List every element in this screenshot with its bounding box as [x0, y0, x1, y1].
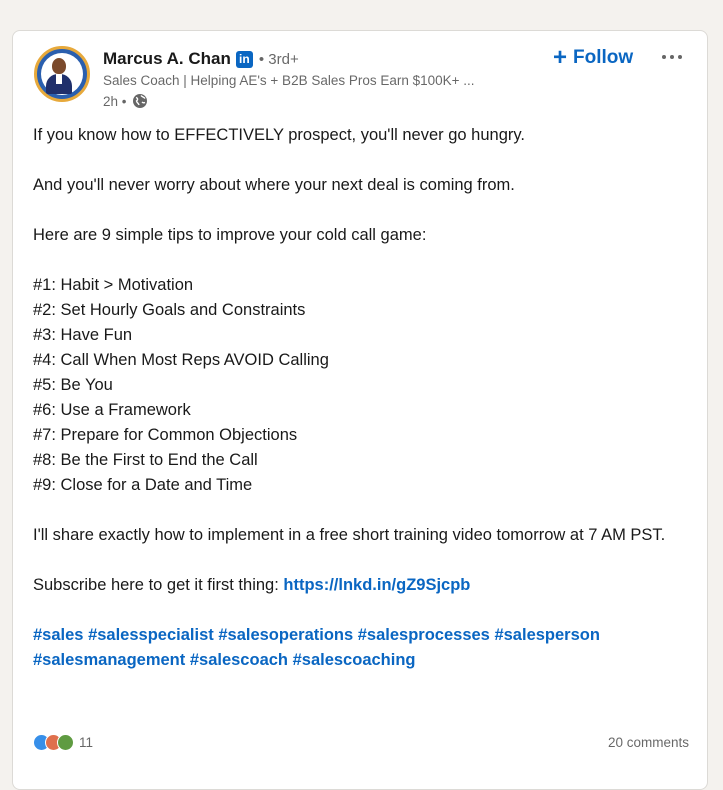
- avatar-shirt: [56, 74, 62, 84]
- social-counts: [33, 731, 689, 753]
- author-avatar[interactable]: [34, 46, 90, 102]
- post-header: [13, 31, 707, 113]
- post-body: [33, 123, 693, 673]
- follow-button[interactable]: [553, 44, 633, 72]
- body-line: Here are 9 simple tips to improve your cold call game:: [33, 226, 427, 244]
- hashtag-link[interactable]: #salesoperations: [218, 626, 354, 644]
- more-options-icon[interactable]: [657, 47, 687, 67]
- subscribe-text: Subscribe here to get it first thing:: [33, 576, 284, 594]
- hashtag-link[interactable]: #salescoaching: [292, 651, 416, 669]
- hashtag-link[interactable]: #salesspecialist: [88, 626, 214, 644]
- subscribe-link[interactable]: https://lnkd.in/gZ9Sjcpb: [283, 576, 471, 594]
- post-time: 2h •: [103, 93, 127, 109]
- globe-icon: [132, 93, 148, 109]
- hashtag-link[interactable]: #salesprocesses: [357, 626, 490, 644]
- subscribe-line: [33, 573, 693, 598]
- tip-item: #7: Prepare for Common Objections: [33, 426, 298, 444]
- insightful-icon: [57, 734, 74, 751]
- feed-post-card: [12, 30, 708, 790]
- author-name[interactable]: Marcus A. Chan: [103, 49, 231, 68]
- tip-item: #3: Have Fun: [33, 326, 133, 344]
- reactions-summary[interactable]: [33, 734, 93, 751]
- hashtag-link[interactable]: #salesmanagement: [33, 651, 186, 669]
- body-line: And you'll never worry about where your next deal is coming from.: [33, 176, 515, 194]
- body-line: I'll share exactly how to implement in a free short training video tomorrow at 7 AM PST.: [33, 526, 666, 544]
- author-name-row: [103, 48, 299, 70]
- hashtag-link[interactable]: #sales: [33, 626, 84, 644]
- author-headline: Sales Coach | Helping AE's + B2B Sales Pros Earn $100K+ ...: [103, 73, 475, 88]
- plus-icon: +: [553, 44, 568, 71]
- tip-item: #5: Be You: [33, 376, 113, 394]
- hashtag-link[interactable]: #salesperson: [494, 626, 600, 644]
- avatar-face: [52, 58, 66, 74]
- linkedin-badge-icon: in: [236, 51, 253, 68]
- reaction-count: 11: [79, 734, 94, 750]
- hashtags: [33, 623, 693, 673]
- post-meta: [103, 92, 148, 110]
- follow-label: Follow: [573, 47, 634, 68]
- comments-count[interactable]: 20 comments: [607, 734, 689, 750]
- tip-item: #6: Use a Framework: [33, 401, 191, 419]
- tip-item: #4: Call When Most Reps AVOID Calling: [33, 351, 329, 369]
- tip-item: #9: Close for a Date and Time: [33, 476, 253, 494]
- hashtag-link[interactable]: #salescoach: [189, 651, 288, 669]
- tip-item: #8: Be the First to End the Call: [33, 451, 258, 469]
- tip-item: #1: Habit > Motivation: [33, 276, 194, 294]
- connection-degree: • 3rd+: [258, 50, 299, 68]
- tip-item: #2: Set Hourly Goals and Constraints: [33, 301, 306, 319]
- body-line: If you know how to EFFECTIVELY prospect, you'll never go hungry.: [33, 126, 525, 144]
